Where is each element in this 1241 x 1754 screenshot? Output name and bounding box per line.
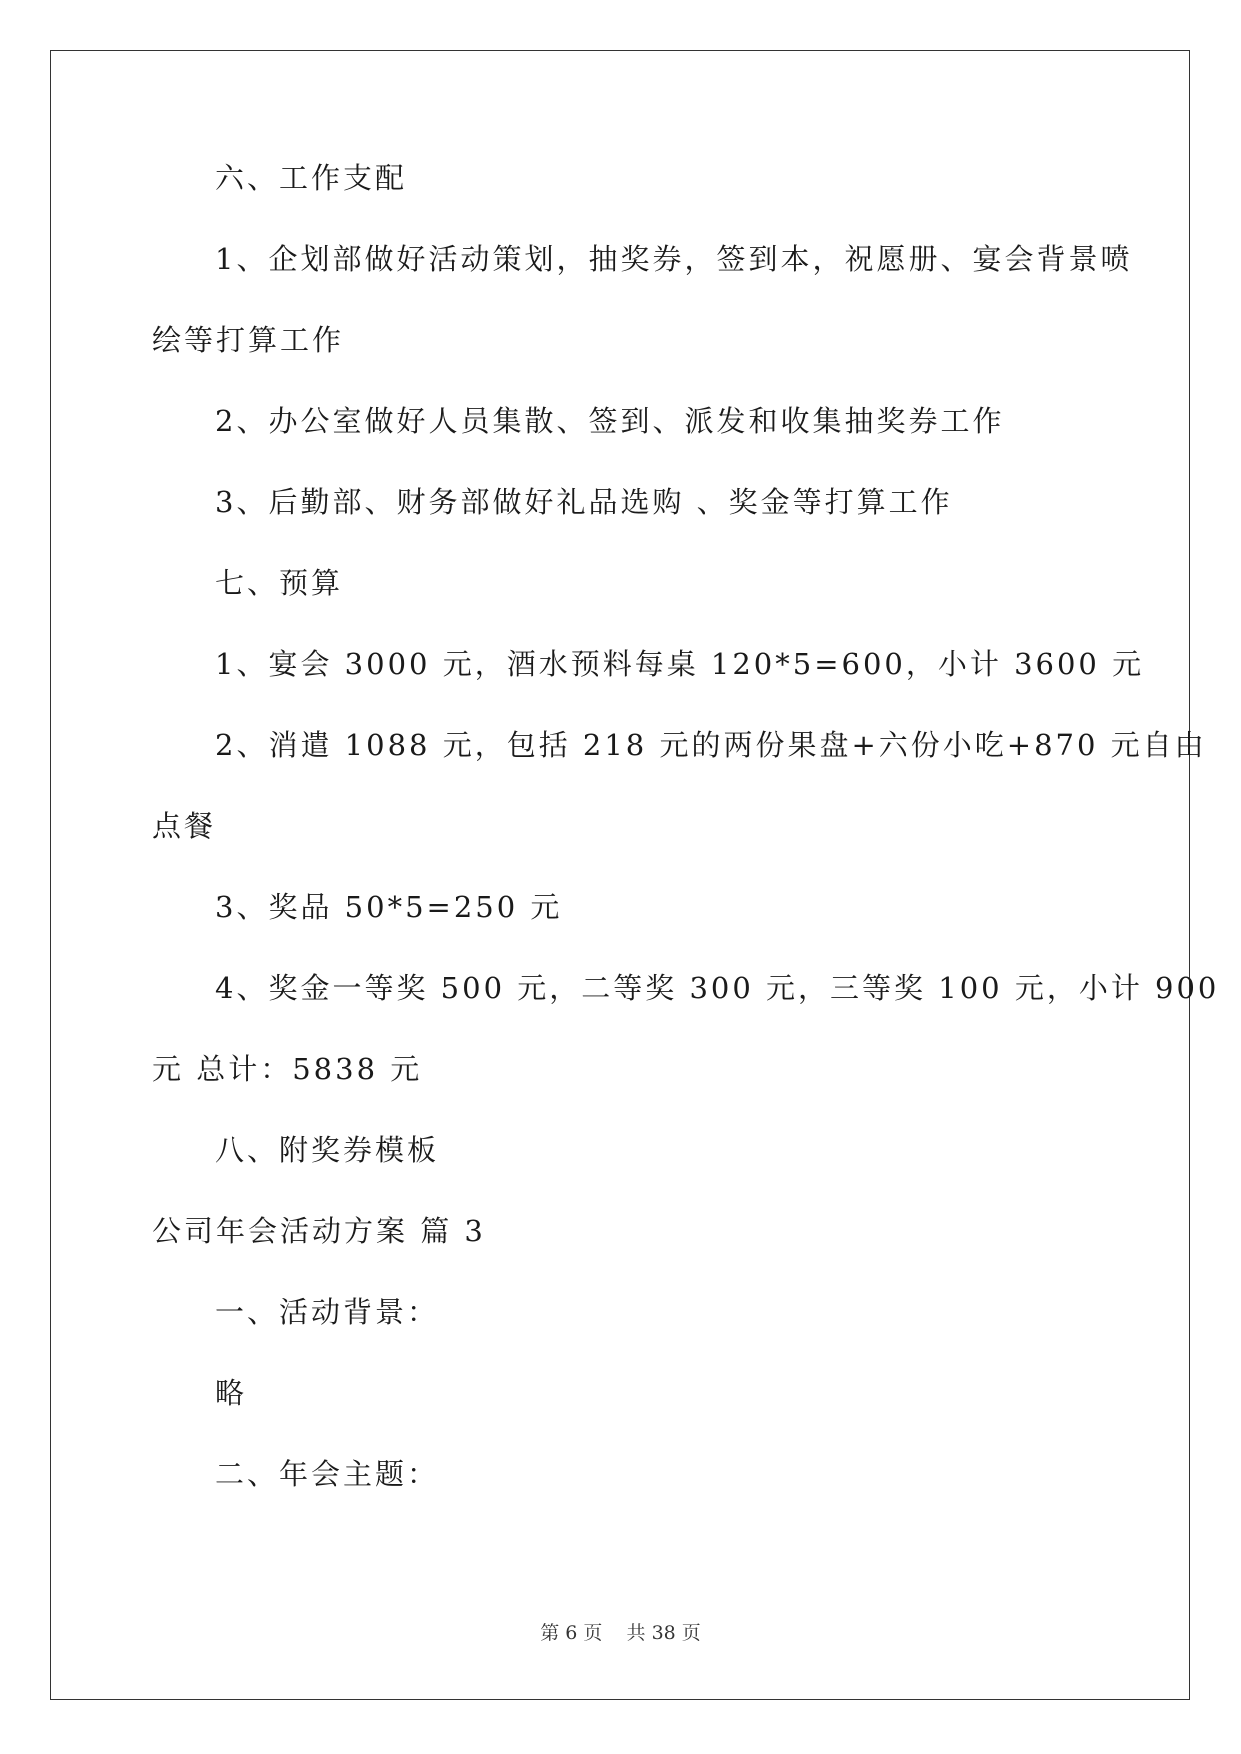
- paragraph-line: 绘等打算工作: [152, 323, 345, 357]
- page-number-footer: 第 6 页 共 38 页: [540, 1622, 701, 1644]
- paragraph-line: 2、消遣 1088 元，包括 218 元的两份果盘+六份小吃+870 元自由: [215, 728, 1207, 762]
- document-body: [152, 160, 1220, 1537]
- section-heading-budget: 七、预算: [215, 566, 344, 600]
- paragraph-line: 2、办公室做好人员集散、签到、派发和收集抽奖券工作: [215, 404, 1005, 438]
- section-heading-theme: 二、年会主题：: [215, 1457, 440, 1491]
- section-heading-ticket-template: 八、附奖券模板: [215, 1133, 440, 1167]
- section-heading-work-arrangement: 六、工作支配: [215, 161, 408, 195]
- paragraph-line: 3、后勤部、财务部做好礼品选购 、奖金等打算工作: [215, 485, 953, 519]
- article-title: 公司年会活动方案 篇 3: [152, 1214, 486, 1248]
- paragraph-line: 略: [215, 1376, 248, 1410]
- paragraph-line: 点餐: [152, 809, 217, 843]
- paragraph-line: 1、宴会 3000 元，酒水预料每桌 120*5=600，小计 3600 元: [215, 647, 1145, 681]
- paragraph-line: 4、奖金一等奖 500 元，二等奖 300 元，三等奖 100 元，小计 900: [215, 971, 1220, 1005]
- paragraph-line: 3、奖品 50*5=250 元: [215, 890, 563, 924]
- section-heading-background: 一、活动背景：: [215, 1295, 440, 1329]
- paragraph-line: 元 总计：5838 元: [152, 1052, 423, 1086]
- paragraph-line: 1、企划部做好活动策划，抽奖券，签到本，祝愿册、宴会背景喷: [215, 242, 1133, 276]
